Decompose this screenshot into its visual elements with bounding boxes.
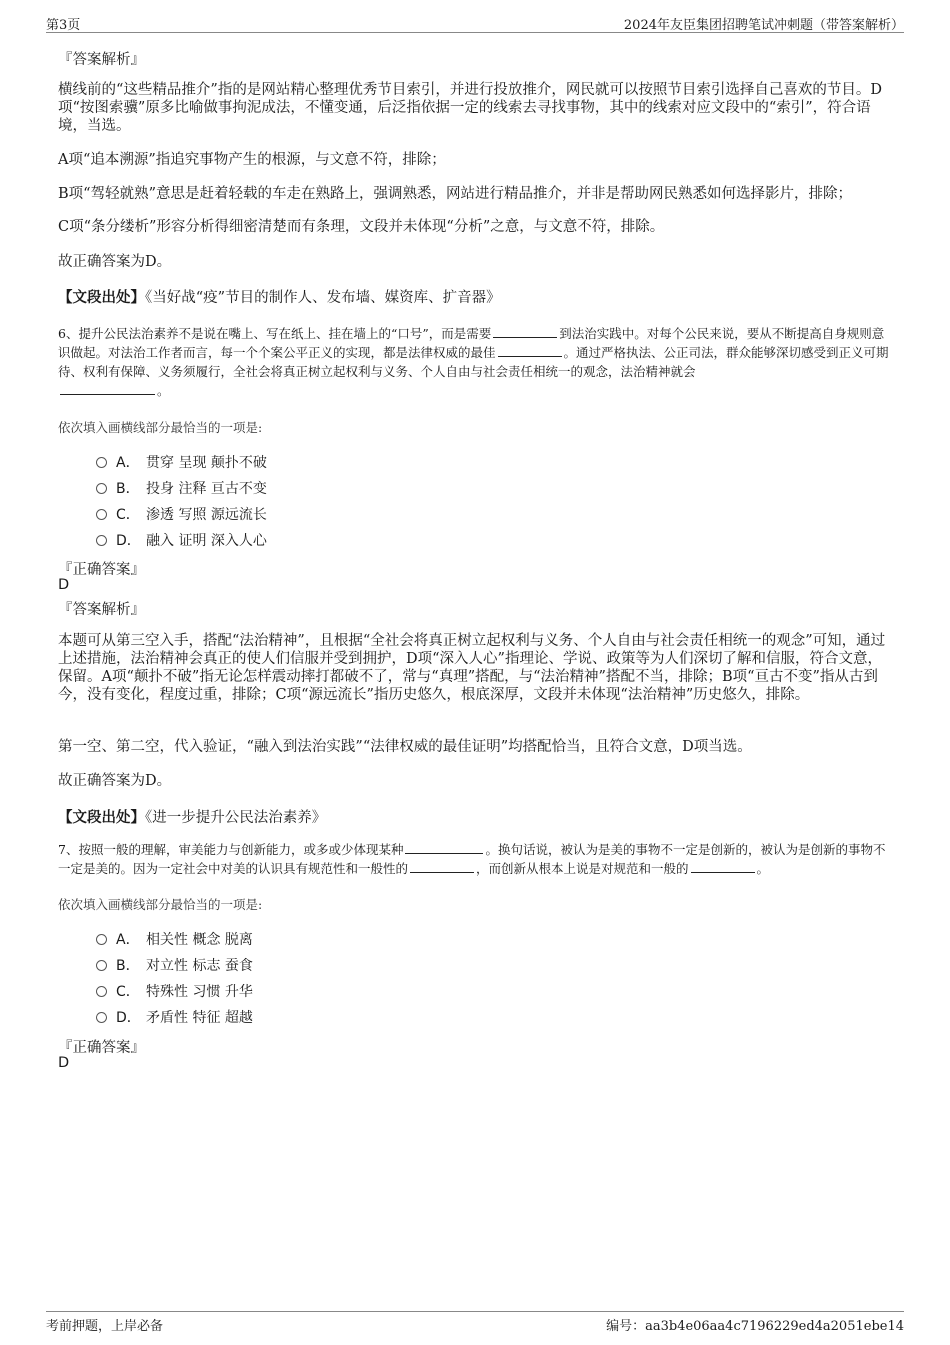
source-title: 《当好战“疫”节目的制作人、发布墙、媒资库、扩音器》 — [145, 290, 501, 306]
question-stem — [58, 840, 896, 878]
page-header — [46, 12, 904, 33]
question-instruction: 依次填入画横线部分最恰当的一项是: — [58, 420, 263, 435]
option-a[interactable]: A． 相关性 概念 脱离 — [96, 929, 253, 949]
radio-icon[interactable] — [96, 960, 107, 971]
source-label: 【文段出处】 — [58, 289, 145, 306]
analysis-paragraph: B项“驾轻就熟”意思是赶着轻载的车走在熟路上，强调熟悉，网站进行精品推介，并非是帮助网民熟悉如何选择影片，排除； — [58, 186, 852, 202]
radio-icon[interactable] — [96, 509, 107, 520]
correct-answer: D — [58, 577, 70, 593]
option-c[interactable]: C． 特殊性 习惯 升华 — [96, 981, 253, 1001]
stem-text: 6、提升公民法治素养不是说在嘴上、写在纸上、挂在墙上的“口号”，而是需要 — [58, 326, 492, 341]
fill-blank — [405, 841, 483, 854]
question-stem — [58, 324, 896, 400]
stem-text: 。通过严格执法、公正司法，群众能够深切感受到正义可期待、权利有保障、义务须履行，全社会将真正树立起权利与义务、个人自由与社会责任相统一的观念，法治精神就会 — [58, 345, 889, 379]
answer-heading: 『正确答案』 — [58, 1040, 145, 1056]
answer-heading: 『正确答案』 — [58, 562, 145, 578]
analysis-paragraph: 横线前的“这些精品推介”指的是网站精心整理优秀节目索引，并进行投放推介，网民就可以按照节目索引选择自己喜欢的节目。D项“按图索骥”原多比喻做事拘泥成法，不懂变通，后泛指依据一定的线索去寻找事物，其中的线索对应文段中的“索引”，符合语境，当选。 — [58, 82, 882, 134]
fill-blank — [498, 344, 562, 357]
source-title: 《进一步提升公民法治素养》 — [145, 810, 327, 826]
stem-text: ，而创新从根本上说是对规范和一般的 — [476, 861, 689, 876]
analysis-paragraph: 第一空、第二空，代入验证，“融入到法治实践”“法律权威的最佳证明”均搭配恰当，且符合文意，D项当选。 — [58, 739, 752, 755]
fill-blank — [410, 860, 474, 873]
footer-slogan: 考前押题，上岸必备 — [46, 1319, 164, 1334]
source-citation — [58, 286, 501, 307]
page-footer — [46, 1311, 904, 1334]
document-id: 编号：aa3b4e06aa4c7196229ed4a2051ebe14 — [606, 1319, 904, 1334]
option-b[interactable]: B． 投身 注释 亘古不变 — [96, 478, 267, 498]
radio-icon[interactable] — [96, 934, 107, 945]
radio-icon[interactable] — [96, 535, 107, 546]
analysis-heading: 『答案解析』 — [58, 602, 145, 618]
option-b[interactable]: B． 对立性 标志 蚕食 — [96, 955, 253, 975]
stem-text: 。 — [157, 383, 170, 398]
fill-blank — [60, 382, 155, 395]
stem-text: 。换句话说，被认为是美的事物不一定是创新的，被认为是创新的事物不一定是美的。因为一定社会中对美的认识具有规范性和一般性的 — [58, 842, 886, 876]
radio-icon[interactable] — [96, 483, 107, 494]
analysis-paragraph: A项“追本溯源”指追究事物产生的根源，与文意不符，排除； — [58, 152, 446, 168]
stem-text: 。 — [756, 861, 770, 876]
radio-icon[interactable] — [96, 986, 107, 997]
stem-text: 到法治实践中。对每个公民来说，要从不断提高自身规则意识做起。对法治工作者而言，每一个个案公平正义的实现，都是法律权威的最佳 — [58, 326, 885, 360]
correct-answer: D — [58, 1055, 70, 1071]
option-d[interactable]: D． 融入 证明 深入人心 — [96, 530, 267, 550]
analysis-paragraph: C项“条分缕析”形容分析得细密清楚而有条理，文段并未体现“分析”之意，与文意不符，排除。 — [58, 219, 665, 235]
source-citation — [58, 806, 326, 827]
radio-icon[interactable] — [96, 457, 107, 468]
question-instruction: 依次填入画横线部分最恰当的一项是: — [58, 897, 263, 912]
analysis-heading: 『答案解析』 — [58, 52, 145, 68]
option-a[interactable]: A． 贯穿 呈现 颠扑不破 — [96, 452, 267, 472]
radio-icon[interactable] — [96, 1012, 107, 1023]
analysis-conclusion: 故正确答案为D。 — [58, 773, 172, 789]
option-c[interactable]: C． 渗透 写照 源远流长 — [96, 504, 267, 524]
fill-blank — [493, 325, 557, 338]
analysis-conclusion: 故正确答案为D。 — [58, 254, 172, 270]
fill-blank — [691, 860, 755, 873]
page-number: 第3页 — [46, 18, 81, 33]
document-title: 2024年友臣集团招聘笔试冲刺题（带答案解析） — [623, 18, 904, 33]
stem-text: 7、按照一般的理解，审美能力与创新能力，或多或少体现某种 — [58, 842, 404, 857]
analysis-paragraph: 本题可从第三空入手，搭配“法治精神”，且根据“全社会将真正树立起权利与义务、个人自由与社会责任相统一的观念”可知，通过上述措施，法治精神会真正的使人们信服并受到拥护，D项“深入人心”指理论、学说、政策等为人们深切了解和信服，符合文意，保留。A项“颠扑不破”指无论怎样震动摔打都破不了，常与“真理”搭配，与“法治精神”搭配不当，排除；B项“亘古不变”指从古到今，没有变化，程度过重，排除；C项“源远流长”指历史悠久，根底深厚，文段并未体现“法治精神”历史悠久，排除。 — [58, 633, 886, 703]
source-label: 【文段出处】 — [58, 809, 145, 826]
option-d[interactable]: D． 矛盾性 特征 超越 — [96, 1007, 253, 1027]
